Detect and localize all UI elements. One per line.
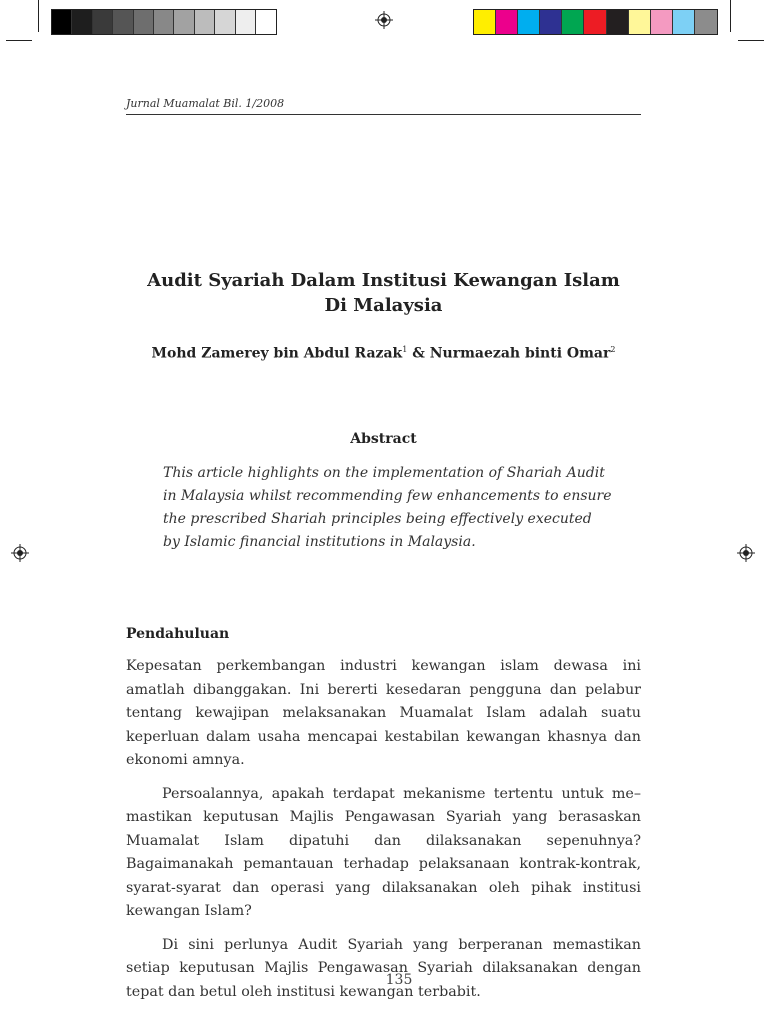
registration-mark-left-icon	[11, 544, 29, 562]
crop-mark-top-right-v	[730, 0, 731, 32]
body-paragraph-1: Kepesatan perkembangan industri kewangan islam dewasa ini amatlah dibanggakan. Ini bererti kesedaran pengguna dan pelabur tentang kewajipan melaksanakan Muamalat Islam adalah suatu keperluan dalam usaha mencapai kestabilan kewangan khasnya dan ekonomi amnya.	[126, 658, 641, 768]
author-2: Nurmaezah binti Omar	[429, 345, 611, 362]
greyscale-color-bar	[51, 9, 277, 35]
author-2-affiliation: 2	[610, 345, 616, 354]
body-paragraph-2: Persoalannya, apakah terdapat mekanisme tertentu untuk me– mastikan keputusan Majlis Pengawasan Syariah yang berasaskan Muamalat Islam dipatuhi dan dilaksanakan sepenuhnya? Bagaimanakah pemantauan terhadap pelaksanaan kontrak-kontrak, syarat-syarat dan operasi yang dilaksanakan oleh pihak institusi kewangan Islam?	[126, 785, 641, 919]
color-swatch-8	[629, 10, 651, 34]
grey-swatch-7	[174, 10, 194, 34]
grey-swatch-9	[215, 10, 235, 34]
author-line	[126, 345, 641, 362]
grey-swatch-6	[154, 10, 174, 34]
running-head: Jurnal Muamalat Bil. 1/2008	[126, 97, 641, 115]
grey-swatch-1	[52, 10, 72, 34]
abstract-heading: Abstract	[350, 431, 417, 447]
grey-swatch-5	[134, 10, 154, 34]
section-heading: Pendahuluan	[126, 626, 230, 642]
grey-swatch-11	[256, 10, 276, 34]
crop-mark-top-left-v	[38, 0, 39, 32]
crop-mark-top-right-h	[738, 40, 764, 41]
color-swatch-7	[607, 10, 629, 34]
grey-swatch-10	[236, 10, 256, 34]
paper-title-line-1: Audit Syariah Dalam Institusi Kewangan Islam	[147, 270, 620, 291]
registration-mark-right-icon	[737, 544, 755, 562]
section-body	[126, 655, 641, 1014]
color-swatch-1	[474, 10, 496, 34]
grey-swatch-3	[93, 10, 113, 34]
color-swatch-4	[540, 10, 562, 34]
registration-mark-top-icon	[375, 11, 393, 29]
body-paragraph-3: Di sini perlunya Audit Syariah yang berperanan memastikan setiap keputusan Majlis Pengawasan Syariah dilaksanakan dengan tepat dan betul oleh institusi kewangan terbabit.	[126, 936, 641, 1000]
process-color-bar	[473, 9, 718, 35]
author-separator: &	[407, 345, 430, 362]
grey-swatch-2	[72, 10, 92, 34]
grey-swatch-8	[195, 10, 215, 34]
grey-swatch-4	[113, 10, 133, 34]
color-swatch-11	[695, 10, 717, 34]
color-swatch-9	[651, 10, 673, 34]
color-swatch-3	[518, 10, 540, 34]
paper-title	[126, 268, 641, 318]
color-swatch-5	[562, 10, 584, 34]
color-swatch-2	[496, 10, 518, 34]
author-1: Mohd Zamerey bin Abdul Razak	[151, 345, 403, 362]
author-1-affiliation: 1	[402, 345, 408, 354]
color-swatch-6	[584, 10, 606, 34]
paper-title-line-2: Di Malaysia	[324, 295, 443, 316]
color-swatch-10	[673, 10, 695, 34]
page-number: 135	[385, 972, 413, 988]
abstract-text: This article highlights on the implementation of Shariah Audit in Malaysia whilst recommending few enhancements to ensure the prescribed Shariah principles being effectively executed by Islamic financial institutions in Malaysia.	[163, 465, 612, 550]
crop-mark-top-left-h	[6, 40, 32, 41]
